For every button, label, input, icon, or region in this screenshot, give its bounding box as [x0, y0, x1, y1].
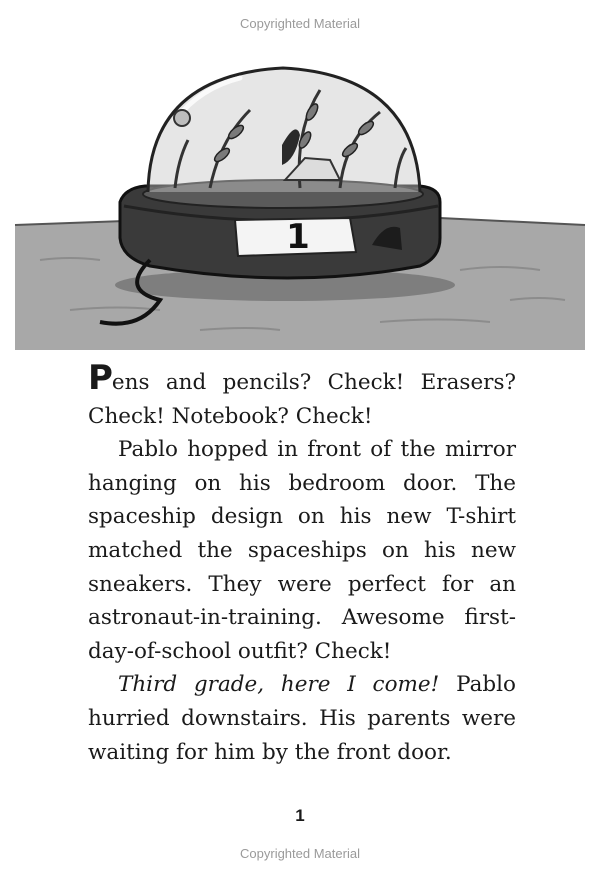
terrarium-illustration [0, 60, 600, 360]
copyright-watermark-bottom: Copyrighted Material [240, 846, 360, 861]
paragraph-2: Pablo hopped in front of the mirror hanging on his bedroom door. The spaceship design on his new T-shirt matched the spaceships on his new sneakers. They were perfect for an astronaut-in-training. Awesome first-day-of-school outfit? Check! [88, 437, 516, 664]
drop-cap: P [88, 358, 112, 398]
story-text [88, 358, 516, 769]
italic-thought: Third grade, here I come! [118, 672, 440, 698]
tag-number: 1 [286, 217, 310, 257]
page-number: 1 [295, 806, 305, 825]
paragraph-1: Pens and pencils? Check! Erasers? Check! Notebook? Check! [88, 358, 516, 429]
paragraph-3: Third grade, here I come! Pablo hurried downstairs. His parents were waiting for him by the front door. [88, 672, 516, 765]
copyright-watermark-top: Copyrighted Material [240, 16, 360, 31]
glass-dome [148, 68, 420, 192]
